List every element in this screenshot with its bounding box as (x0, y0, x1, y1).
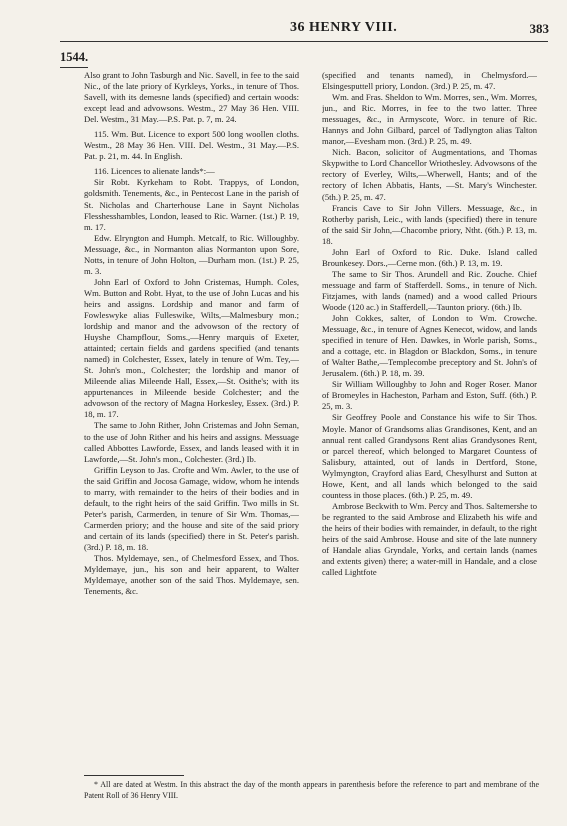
paragraph: Also grant to John Tasburgh and Nic. Savell, in fee to the said Nic., of the late priory of Kyrkleys, Yorks., in tenure of Thos. Savell, with its demesne lands (specified) and certain woods: except lead and advowsons. Westm., 27 May 36 Hen. VIII. Del. Westm., 31 May.—P.S. Pat. p. 7, m. 24. (84, 70, 299, 125)
paragraph: John Earl of Oxford to Ric. Duke. Island called Brounkesey. Dors.,—Cerne mon. (6th.) P. 13, m. 19. (322, 246, 537, 268)
paragraph: Francis Cave to Sir John Villers. Messuage, &c., in Rotherby parish, Leic., with lands (specified) there in tenure of the said Sir John,—Chacombe priory, Ntht. (6th.) P. 13, m. 18. (322, 202, 537, 246)
footnote: * All are dated at Westm. In this abstract the day of the month appears in parenthesis before the reference to part and membrane of the Patent Roll of 36 Henry VIII. (84, 780, 539, 800)
paragraph: Griffin Leyson to Jas. Crofte and Wm. Awler, to the use of the said Griffin and Jocosa Gamage, widow, whom he intends to marry, with remainder to the heirs of their bodies and in default, to the right heirs of the said Griffin. Two mills in St. Peter's parish, Carmerden, in tenure of Sir Wm. Thomas,—Carmerden priory; and the house and site of the said priory and certain of its lands (specified) there in St. Peter's parish. (3rd.) P. 18, m. 18. (84, 464, 299, 552)
paragraph: John Cokkes, salter, of London to Wm. Crowche. Messuage, &c., in tenure of Agnes Kenecot, widow, and lands specified in tenure of Hen. Dawkes, in Worle parish, Soms., and a cottage, etc. in Blagdon or Blackdon, Soms., in tenure of Walter Bathe,—Templecombe preceptory and St. John's of Jerusalem. (6th.) P. 18, m. 39. (322, 313, 537, 379)
paragraph: The same to John Rither, John Cristemas and John Seman, to the use of John Rither and his heirs and assigns. Messuage called Abbottes Lawforde, Essex, and lands leased with it in Lawforde,—St. John's mon., Colchester. (3rd.) Ib. (84, 420, 299, 464)
paragraph-entry-116: 116. Licences to alienate lands*:— (94, 166, 215, 177)
right-column (322, 70, 537, 765)
page-number: 383 (529, 21, 549, 36)
footnote-rule (84, 775, 184, 776)
paragraph-entry-115: 115. Wm. But. Licence to export 500 long woollen cloths. Westm., 28 May 36 Hen. VIII. Del. Westm., 31 May.—P.S. Pat. p. 21, m. 44. In English. (84, 129, 299, 162)
left-column (84, 70, 299, 745)
paragraph: Sir Robt. Kyrkeham to Robt. Trappys, of London, goldsmith. Tenements, &c., in Pentecost Lane in the parish of St. Nicholas and Charterhouse Lane in Saynt Nicholas Flesshesshambles, London, leased to Ric. Warner. (1st.) P. 19, m. 17. (84, 177, 299, 232)
paragraph: Thos. Myldemaye, sen., of Chelmesford Essex, and Thos. Myldemaye, jun., his son and heir apparent, to Walter Myldemaye, another son of the said Thos. Myldemaye, sen. Tenements, &c. (84, 553, 299, 597)
paragraph: Sir William Willoughby to John and Roger Roser. Manor of Bromeyles in Hacheston, Parham and Eston, Suff. (6th.) P. 25, m. 3. (322, 379, 537, 412)
paragraph: Edw. Elryngton and Humph. Metcalf, to Ric. Willoughby. Messuage, &c., in Normanton alias Normanton upon Sore, Notts, in tenure of John Holton, —Durham mon. (1st.) P. 25, m. 3. (84, 232, 299, 276)
paragraph: Wm. and Fras. Sheldon to Wm. Morres, sen., Wm. Morres, jun., and Ric. Morres, in fee to the two latter. Three messuages, &c., in Armyscote, Worc. in tenure of Ric. Hannys and John Gilbard, parcel of Tadlyngton alias Talton manor,—Evesham mon. (3rd.) P. 25, m. 49. (322, 92, 537, 147)
header-rule (60, 41, 548, 42)
running-header (0, 20, 567, 40)
year-rule (60, 67, 88, 68)
paragraph: Sir Geoffrey Poole and Constance his wife to Sir Thos. Moyle. Manor of Grandsoms alias Grandisones, Kent, and an annual rent called Grandysons Rent alias Grandysones Rent, or parcel thereof, which belonged to Margaret Countess of Salisbury, attainted, out of lands in Dertford, Stone, Wylmyngton, Crayford alias Eard, Chesylhurst and Sutton at Howe, Kent, and all lands which belonged to the said countess in those places. (6th.) P. 25, m. 49. (322, 412, 537, 500)
paragraph: (specified and tenants named), in Chelmysford.—Elsingesputtell priory, London. (3rd.) P. 25, m. 47. (322, 70, 537, 92)
paragraph: John Earl of Oxford to John Cristemas, Humph. Coles, Wm. Button and Robt. Hyat, to the use of John Lucas and his heirs and assigns. Lordship and manor and farm of Fowleswyke alias Fulleswike, Wilts,—Malmesbury mon.; lordship and manor and the advowson of the rectory of Huyshe Champflour, Soms.,—Henry marquis of Exeter, attainted; certain fields and gardens specified (and tenants named) in Colchester, Essex, lately in tenure of Wm. Tey,—St. John's mon., Colchester; the lordship and manor of Mileende alias Mileende Hall, Essex,—St. Osithe's; with its appurtenances in Mileende beside Colchester; and the advowson of the rectory of Magna Horkesley, Essex. (3rd.) P. 18, m. 17. (84, 276, 299, 420)
paragraph: Ambrose Beckwith to Wm. Percy and Thos. Saltemershe to be regranted to the said Ambrose and Elizabeth his wife and the heirs of their bodies with remainder, in default, to the right heirs of the said Ambrose. House and site of the late nunnery of Handale alias Gryndale, Yorks, and certain lands (names and extents given) there; a water-mill in Handale, and a close called Lightfote (322, 500, 537, 578)
year-label: 1544. (60, 50, 89, 64)
running-title: 36 HENRY VIII. (290, 20, 398, 35)
paragraph: Nich. Bacon, solicitor of Augmentations, and Thomas Skypwithe to Lord Chancellor Wriothesley. Advowsons of the rectory of Everley, Wilts,—Wherwell, Hants; and of the rectory of Ichen Abbatis, Hants, —St. Mary's Winchester. (5th.) P. 25, m. 47. (322, 147, 537, 202)
paragraph: The same to Sir Thos. Arundell and Ric. Zouche. Chief messuage and farm of Stafferdell. Soms., in tenure of Nich. Fitzjames, with lands (named) and a wood called Priours Woode (120 ac.) in Stafferdell,—Taunton priory. (6th.) Ib. (322, 268, 537, 312)
